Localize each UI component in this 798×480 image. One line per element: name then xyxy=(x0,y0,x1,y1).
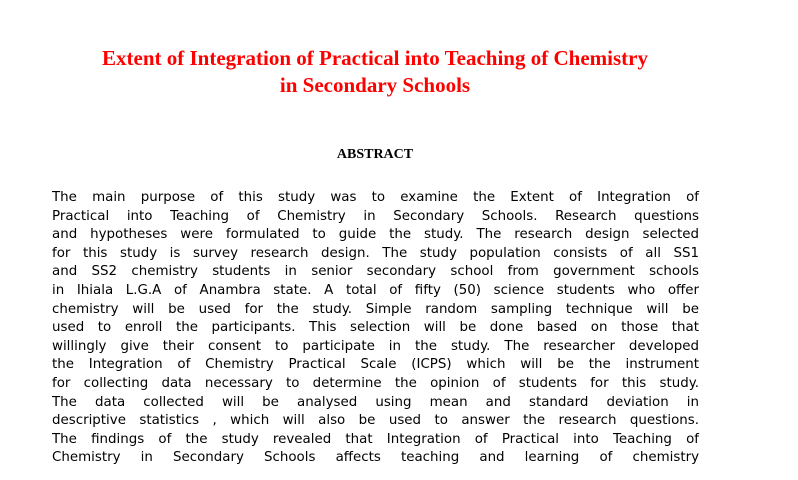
title-line-1: Extent of Integration of Practical into Teaching of Chemistry xyxy=(102,46,648,70)
title-line-2: in Secondary Schools xyxy=(279,73,471,97)
abstract-line: and SS2 chemistry students in senior secondary school from government schools xyxy=(52,264,699,280)
document-title xyxy=(0,45,750,99)
abstract-line: the Integration of Chemistry Practical Scale (ICPS) which will be the instrument xyxy=(52,357,699,373)
abstract-line: descriptive statistics , which will also be used to answer the research questions. xyxy=(52,413,699,429)
abstract-line: and hypotheses were formulated to guide the study. The research design selected xyxy=(52,227,699,243)
abstract-line: The data collected will be analysed using mean and standard deviation in xyxy=(52,394,699,410)
abstract-body xyxy=(52,189,699,468)
abstract-line: The findings of the study revealed that Integration of Practical into Teaching of xyxy=(52,431,699,447)
abstract-line: The main purpose of this study was to examine the Extent of Integration of xyxy=(52,190,699,205)
abstract-line: in Ihiala L.G.A of Anambra state. A total of fifty (50) science students who offer xyxy=(52,282,699,298)
abstract-line: chemistry will be used for the study. Simple random sampling technique will be xyxy=(52,301,699,317)
abstract-heading: ABSTRACT xyxy=(336,147,414,162)
abstract-line: for this study is survey research design. The study population consists of all SS1 xyxy=(52,245,699,261)
abstract-line: used to enroll the participants. This selection will be done based on those that xyxy=(52,320,699,336)
abstract-line: willingly give their consent to participate in the study. The researcher developed xyxy=(52,338,699,354)
abstract-line: Chemistry in Secondary Schools affects teaching and learning of chemistry xyxy=(52,450,699,466)
abstract-line: Practical into Teaching of Chemistry in Secondary Schools. Research questions xyxy=(52,208,699,224)
abstract-line: for collecting data necessary to determine the opinion of students for this study. xyxy=(52,375,699,391)
